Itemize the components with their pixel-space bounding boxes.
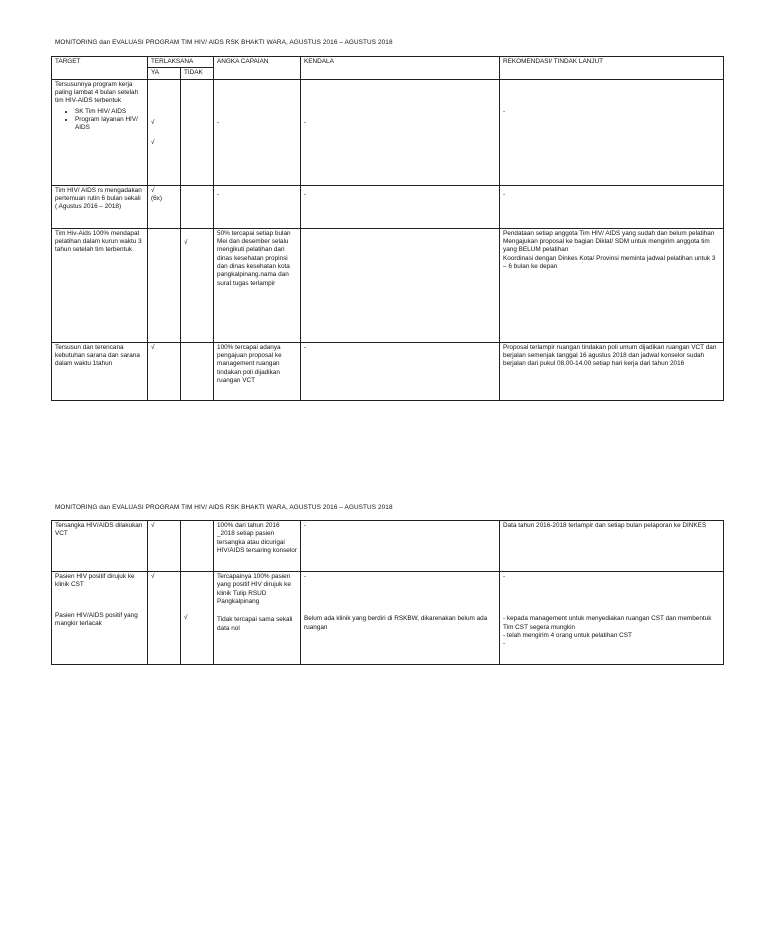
ya-cell [148, 79, 181, 185]
rekomendasi-line: Pendataan setiap anggota Tim HIV/ AIDS yang sudah dan belum pelatihan [503, 229, 715, 237]
ya-cell: √ [148, 521, 181, 572]
kendala-cell [301, 185, 500, 228]
angka-cell [214, 572, 301, 665]
header-terlaksana: TERLAKSANA [148, 57, 214, 68]
rekomendasi-cell: Proposal terlampir ruangan tindakan poli umum dijadikan ruangan VCT dan berjalan semenjak tanggal 16 agustus 2018 dan jadwal konselor sudah berjalan dari pukul 08.00-14.00 setiap hari kerja dari tahun 2016 [500, 342, 724, 400]
rekomendasi-line: - kepada management untuk menyediakan ruangan CST dan membentuk Tim CST segera mungkin [503, 615, 712, 631]
tidak-cell [181, 572, 214, 665]
target-cell: Tersusun dan terencana kebutuhan sarana dan sarana dalam waktu 1tahun [52, 342, 148, 400]
header-target: TARGET [52, 57, 148, 80]
angka-cell [214, 79, 301, 185]
kendala-text: - [304, 190, 307, 198]
kendala-text: - [304, 573, 307, 580]
tidak-cell [181, 185, 214, 228]
ya-note: (6x) [151, 194, 163, 202]
target-cell: Tim HIV/ AIDS rs mengadakan pertemuan rutin 6 bulan sekali ( Agustus 2016 – 2018) [52, 185, 148, 228]
ya-cell: √ [148, 572, 181, 665]
tidak-cell [181, 79, 214, 185]
header-angka-capaian: ANGKA CAPAIAN [214, 57, 301, 80]
page2-title: MONITORING dan EVALUASI PROGRAM TIM HIV/ AIDS RSK BHAKTI WARA, AGUSTUS 2016 – AGUSTUS 2018 [55, 504, 393, 511]
check-mark: √ [184, 238, 188, 246]
rekomendasi-cell: Data tahun 2016-2018 terlampir dan setiap bulan pelaporan ke DINKES [500, 521, 724, 572]
kendala-text: - [304, 118, 307, 126]
target-cell [52, 572, 148, 665]
rekomendasi-text: - [503, 107, 506, 115]
header-tidak: TIDAK [181, 68, 214, 79]
angka-cell: 100% dari tahun 2016 _2018 setiap pasien tersangka atau dicurigai HIV/AIDS tersaring konselor [214, 521, 301, 572]
monitoring-table-2 [51, 520, 724, 665]
rekomendasi-cell [500, 228, 724, 342]
target-cell [52, 79, 148, 185]
kendala-cell: - [301, 521, 500, 572]
check-mark: √ [151, 138, 155, 146]
table-row [52, 572, 724, 665]
ya-cell [148, 228, 181, 342]
rekomendasi-line: - telah mengirim 4 orang untuk pelatihan CST [503, 631, 632, 639]
header-kendala: KENDALA [301, 57, 500, 80]
angka-cell [214, 185, 301, 228]
rekomendasi-line: - [503, 640, 506, 648]
check-mark: √ [151, 118, 155, 126]
header-ya: YA [148, 68, 181, 79]
target-cell: Tim Hiv-Aids 100% mendapat pelatihan dalam kurun waktu 3 tahun setelah tim terbentuk [52, 228, 148, 342]
table-header-row [52, 57, 724, 68]
monitoring-table-1 [51, 56, 724, 401]
kendala-cell [301, 572, 500, 665]
angka-cell: 50% tercapai setiap bulan Mei dan desember selalu mengikuti pelatihan dari dinas kesehatan propinsi dan dinas kesehatan kota pangkalpinang.nama dan surat tugas terlampir [214, 228, 301, 342]
rekomendasi-text: - [503, 190, 506, 198]
target-text: Pasien HIV positif dirujuk ke klinik CST [55, 573, 135, 589]
tidak-cell [181, 342, 214, 400]
kendala-cell [301, 79, 500, 185]
bullet-item: • Program layanan HIV/ AIDS [75, 116, 144, 133]
check-mark: √ [151, 186, 155, 194]
target-text: Pasien HIV/AIDS positif yang mangkir terlacak [55, 611, 138, 627]
angka-text: - [217, 190, 220, 198]
target-bullet-list [55, 108, 144, 133]
header-rekomendasi: REKOMENDASI/ TINDAK LANJUT [500, 57, 724, 80]
rekomendasi-cell [500, 185, 724, 228]
ya-cell [148, 185, 181, 228]
table-row [52, 79, 724, 185]
angka-text: Tercapainya 100% pasien yang positif HIV dirujuk ke klinik Tulip RSUD Pangkalpinang [217, 573, 291, 605]
table-row [52, 521, 724, 572]
rekomendasi-cell [500, 572, 724, 665]
ya-cell: √ [148, 342, 181, 400]
rekomendasi-cell [500, 79, 724, 185]
table-row [52, 342, 724, 400]
check-mark: √ [184, 614, 188, 621]
rekomendasi-line: - [503, 573, 506, 580]
angka-text: - [217, 118, 220, 126]
table-row [52, 228, 724, 342]
page1-title: MONITORING dan EVALUASI PROGRAM TIM HIV/ AIDS RSK BHAKTI WARA, AGUSTUS 2016 – AGUSTUS 2018 [55, 39, 393, 46]
tidak-cell [181, 228, 214, 342]
angka-text: Tidak tercapai sama sekali data nol [217, 616, 293, 632]
bullet-item: • SK Tim HIV/ AIDS [75, 108, 144, 116]
kendala-text: Belum ada klinik yang berdiri di RSKBW, dikarenakan belum ada ruangan [304, 615, 488, 631]
tidak-cell [181, 521, 214, 572]
rekomendasi-line: Koordinasi dengan Dinkes Kota/ Provinsi meminta jadwal pelatihan untuk 3 – 6 bulan ke depan [503, 254, 716, 270]
table-row [52, 185, 724, 228]
kendala-cell [301, 228, 500, 342]
target-text: Tersusunnya program kerja paling lambat 4 bulan setelah tim HIV-AIDS terbentuk [55, 80, 139, 105]
rekomendasi-line: Mengajukan proposal ke bagian Diklat/ SDM untuk mengirim anggota tim yang BELUM pelatihan [503, 237, 710, 254]
angka-cell: 100% tercapai adanya pengajuan proposal ke management ruangan tindakan poli dijadikan ruangan VCT [214, 342, 301, 400]
target-cell: Tersangka HIV/AIDS dilakukan VCT [52, 521, 148, 572]
kendala-cell: - [301, 342, 500, 400]
